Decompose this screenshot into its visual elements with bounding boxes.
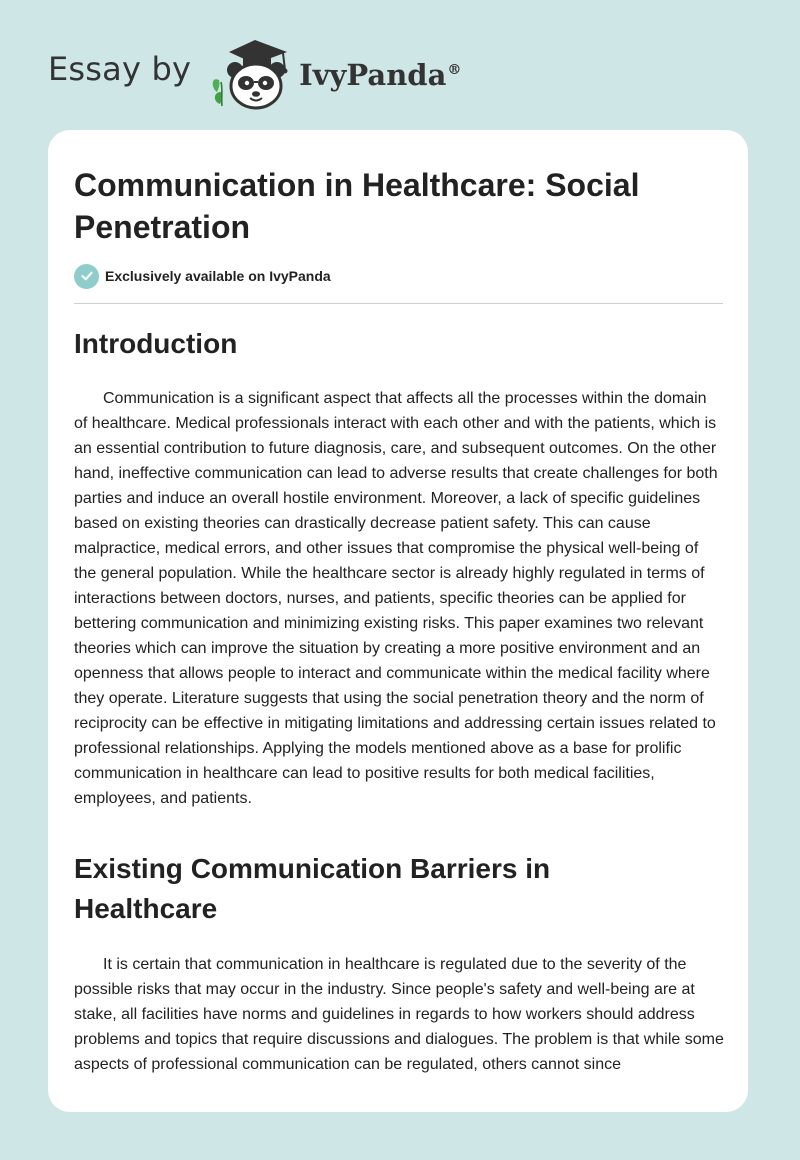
brand-name[interactable] (299, 58, 461, 92)
brand-name-text: IvyPanda (299, 58, 447, 92)
essay-by-label: Essay by (48, 50, 192, 88)
essay-card (48, 130, 748, 1112)
site-header (48, 36, 461, 110)
section-heading-barriers: Existing Communication Barriers in Healthcare (74, 853, 551, 924)
section-heading-introduction: Introduction (74, 328, 238, 359)
section-paragraph-introduction: Communication is a significant aspect that affects all the processes within the domain of healthcare. Medical professionals interact with each other and with the patients, which is an essential contribution to future diagnosis, care, and subsequent outcomes. On the other hand, ineffective communication can lead to adverse results that create challenges for both parties and induce an overall hostile environment. Moreover, a lack of specific guidelines based on existing theories can drastically decrease patient safety. This can cause malpractice, medical errors, and other issues that compromise the physical well-being of the general population. While the healthcare sector is already highly regulated in terms of interactions between doctors, nurses, and patients, specific theories can be applied for bettering communication and minimizing existing risks. This paper examines two relevant theories which can improve the situation by creating a more positive environment and an openness that allows people to interact and communicate within the medical facility where they operate. Literature suggests that using the social penetration theory and the norm of reciprocity can be effective in mitigating limitations and addressing certain issues related to professional relationships. Applying the models mentioned above as a base for prolific communication in healthcare can lead to positive results for both medical facilities, employees, and patients. (74, 390, 718, 807)
panda-graduate-logo-icon[interactable] (205, 36, 297, 110)
title-divider (74, 303, 723, 304)
section-paragraph-barriers: It is certain that communication in healthcare is regulated due to the severity of the possible risks that may occur in the industry. Since people's safety and well-being are at stake, all facilities have norms and guidelines in regards to how workers should address problems and topics that require discussions and dialogues. The problem is that while some aspects of professional communication can be regulated, others cannot since (74, 956, 724, 1073)
exclusive-label: Exclusively available on IvyPanda (105, 268, 331, 284)
registered-mark: ® (447, 62, 462, 79)
essay-title: Communication in Healthcare: Social Penetration (74, 167, 640, 245)
exclusive-badge (74, 263, 331, 289)
check-circle-icon (74, 264, 99, 289)
